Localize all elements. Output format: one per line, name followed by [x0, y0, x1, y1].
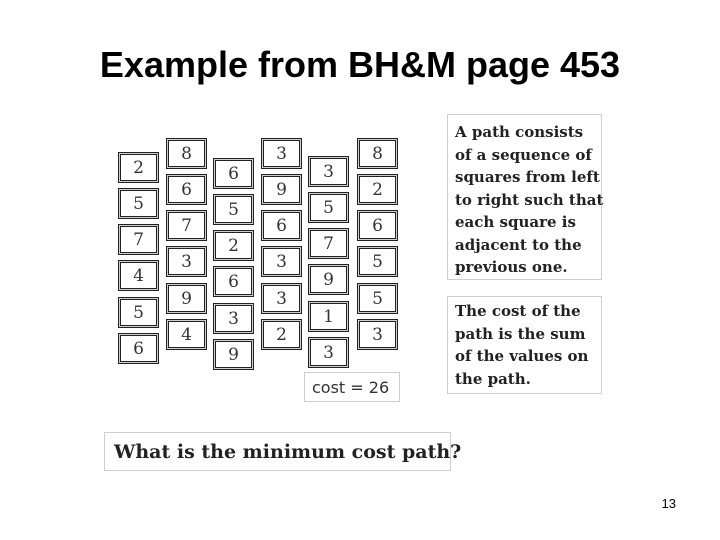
text-line: path is the sum	[455, 324, 586, 343]
grid-cell: 5	[357, 246, 398, 277]
grid-cell: 3	[261, 138, 302, 169]
grid-cell: 8	[357, 138, 398, 169]
grid-cell: 7	[308, 228, 349, 259]
grid-cell: 4	[166, 319, 207, 350]
grid-cell: 9	[213, 339, 254, 370]
grid-cell: 3	[261, 283, 302, 314]
grid-cell: 2	[213, 230, 254, 261]
grid-cell: 3	[308, 156, 349, 187]
text-line: each square is	[455, 213, 576, 231]
text-line: the path.	[455, 369, 531, 388]
grid-cell: 3	[357, 319, 398, 350]
cost-definition-box	[447, 296, 602, 394]
grid-cell: 5	[118, 188, 159, 219]
grid-cell: 2	[118, 152, 159, 183]
text-line: to right such that	[455, 190, 604, 209]
path-definition-box	[447, 114, 602, 280]
grid-cell: 6	[261, 210, 302, 241]
question-box: What is the minimum cost path?	[104, 432, 451, 471]
grid-cell: 9	[308, 264, 349, 295]
grid-cell: 1	[308, 301, 349, 332]
grid-cell: 9	[166, 283, 207, 314]
text-line: The cost of the	[455, 302, 581, 320]
grid-cell: 6	[118, 333, 159, 364]
text-line: of the values on	[455, 347, 589, 365]
text-line: squares from left	[455, 168, 600, 186]
grid-cell: 7	[166, 210, 207, 241]
grid-cell: 3	[261, 246, 302, 277]
grid-cell: 5	[213, 194, 254, 225]
grid-cell: 5	[308, 192, 349, 223]
grid-cell: 4	[118, 260, 159, 291]
grid-cell: 6	[213, 158, 254, 189]
text-line: previous one.	[455, 258, 568, 276]
grid-cell: 8	[166, 138, 207, 169]
cost-label: cost = 26	[304, 372, 400, 402]
text-line: of a sequence of	[455, 145, 592, 164]
grid-cell: 7	[118, 224, 159, 255]
grid-cell: 6	[213, 266, 254, 297]
grid-cell: 3	[308, 337, 349, 368]
text-line: adjacent to the	[455, 235, 582, 254]
grid-cell: 5	[118, 297, 159, 328]
slide-title: Example from BH&M page 453	[99, 44, 621, 85]
grid-cell: 2	[261, 319, 302, 350]
grid-cell: 3	[166, 246, 207, 277]
grid-cell: 9	[261, 174, 302, 205]
grid-cell: 2	[357, 174, 398, 205]
grid-cell: 6	[357, 210, 398, 241]
number-grid	[110, 130, 410, 410]
page-number: 13	[661, 496, 676, 511]
grid-cell: 6	[166, 174, 207, 205]
grid-cell: 5	[357, 283, 398, 314]
grid-cell: 3	[213, 303, 254, 334]
text-line: A path consists	[455, 123, 584, 141]
